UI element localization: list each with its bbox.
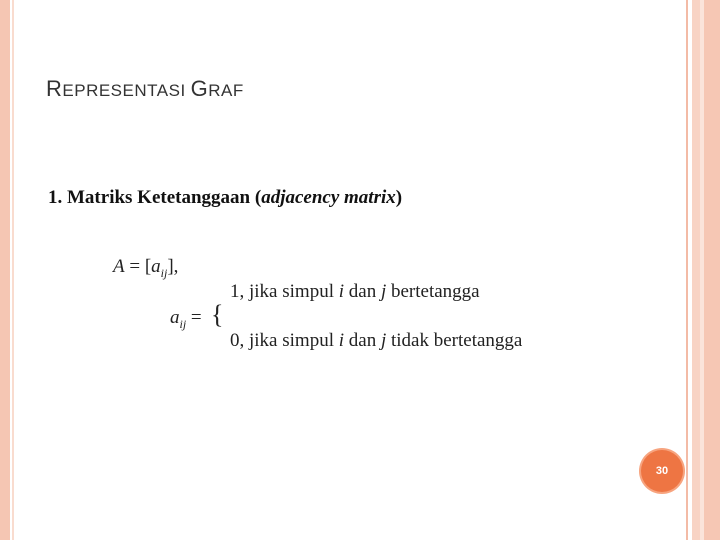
case0-mid: dan (344, 330, 381, 351)
matrix-equals: = [ (124, 256, 152, 277)
cases-brace: { (211, 300, 224, 329)
heading-italic: adjacency matrix (261, 187, 396, 208)
heading-prefix: 1. Matriks Ketetanggaan ( (48, 187, 262, 208)
matrix-close: ], (167, 256, 179, 277)
title-word-2: RAF (208, 81, 244, 100)
frame-right-line (686, 0, 688, 540)
element-symbol: a (170, 307, 180, 328)
matrix-definition (113, 256, 178, 281)
title-word-1: EPRESENTASI (62, 81, 186, 100)
slide-title (46, 76, 244, 102)
matrix-symbol: A (113, 256, 125, 277)
title-cap-g: G (190, 76, 209, 101)
frame-left-line (12, 0, 14, 540)
title-cap-r: R (46, 76, 63, 101)
case-adjacent (230, 281, 480, 303)
element-definition (170, 307, 202, 332)
case1-mid: dan (344, 281, 381, 302)
page-number: 30 (655, 465, 669, 477)
case1-var-i: i (338, 281, 345, 302)
case1-var-j: j (380, 281, 387, 302)
page-number-badge (641, 450, 683, 492)
case1-text: 1, jika simpul (230, 281, 339, 302)
case0-text: 0, jika simpul (230, 330, 339, 351)
frame-right-band (692, 0, 700, 540)
section-heading (48, 187, 402, 209)
matrix-element: a (151, 256, 161, 277)
case-not-adjacent (230, 330, 522, 352)
case0-var-j: j (380, 330, 387, 351)
case0-var-i: i (338, 330, 345, 351)
heading-suffix: ) (395, 187, 403, 208)
case1-end: bertetangga (386, 281, 480, 302)
element-subscript: ij (179, 316, 187, 331)
case0-end: tidak bertetangga (386, 330, 523, 351)
matrix-subscript: ij (160, 265, 168, 280)
frame-left-border (0, 0, 10, 540)
element-equals: = (186, 307, 202, 328)
frame-right-border (704, 0, 720, 540)
